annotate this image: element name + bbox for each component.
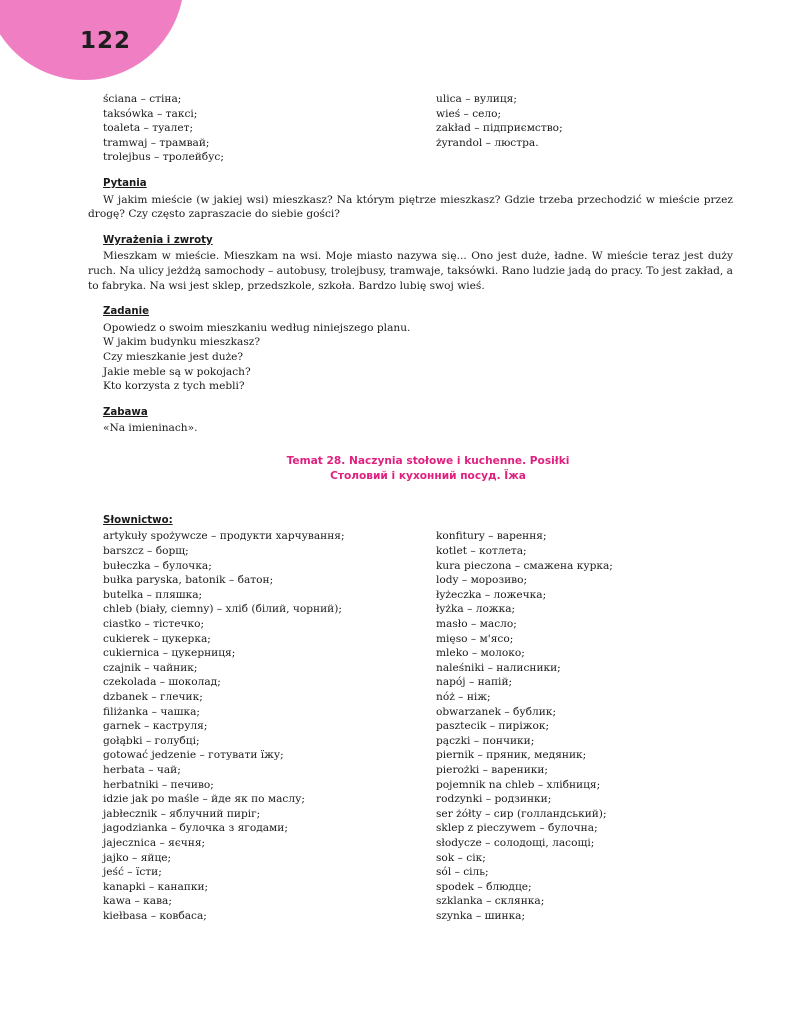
zadanie-line: Kto korzysta z tych mebli? (103, 380, 245, 393)
vocab-column-left (103, 529, 436, 923)
vocab-entry: idzie jak po maśle – йде як по маслу; (103, 793, 305, 806)
zabawa-text: «Na imieninach». (103, 422, 198, 435)
vocab-entry: jabłecznik – яблучний пиріг; (103, 807, 261, 820)
vocab-entry: artykuły spożywcze – продукти харчування; (103, 530, 345, 543)
topic-title-polish: Temat 28. Naczynia stołowe i kuchenne. Posiłki (286, 454, 570, 467)
vocab-entry: spodek – блюдце; (436, 880, 532, 893)
vocab-entry: czajnik – чайник; (103, 661, 198, 674)
vocab-entry: jajecznica – яєчня; (103, 836, 206, 849)
zadanie-line: Jakie meble są w pokojach? (103, 365, 251, 378)
vocab-entry: ciastko – тістечко; (103, 618, 205, 631)
zadanie-line: W jakim budynku mieszkasz? (103, 336, 261, 349)
vocab-entry: garnek – каструля; (103, 720, 208, 733)
pytania-text: W jakim mieście (w jakiej wsi) mieszkasz? Na którym piętrze mieszkasz? Gdzie trzeba przechodzić w mieście przez drogę? Czy często zapraszacie do siebie gości? (88, 193, 733, 221)
vocab-entry: lody – морозиво; (436, 574, 528, 587)
vocab-entry: kura pieczona – смажена курка; (436, 559, 613, 572)
vocab-entry: piernik – пряник, медяник; (436, 749, 587, 762)
vocab-entry: mleko – молоко; (436, 647, 525, 660)
vocab-entry: pojemnik na chleb – хлібниця; (436, 778, 601, 791)
vocab-entry: jeść – їсти; (103, 866, 162, 879)
vocab-entry: konfitury – варення; (436, 530, 547, 543)
vocab-entry: sklep z pieczywem – булочна; (436, 822, 598, 835)
vocab-entry: pączki – пончики; (436, 734, 535, 747)
zadanie-line: Czy mieszkanie jest duże? (103, 350, 244, 363)
vocab-entry: kawa – кава; (103, 895, 172, 908)
vocab-entry: łyżeczka – ложечка; (436, 588, 547, 601)
vocab-entry: trolejbus – тролейбус; (103, 151, 224, 164)
vocab-entry: czekolada – шоколад; (103, 676, 221, 689)
vocab-entry: chleb (biały, ciemny) – хліб (білий, чорний); (103, 603, 342, 616)
vocab-entry: tramwaj – трамвай; (103, 136, 210, 149)
vocab-list-top (103, 92, 733, 165)
vocab-column-right (436, 529, 733, 923)
zabawa-heading: Zabawa (103, 406, 148, 418)
zadanie-lines (103, 321, 733, 394)
page-content (88, 92, 733, 924)
page-number: 122 (80, 28, 132, 54)
vocab-entry: taksówka – таксі; (103, 107, 198, 120)
vocab-entry: wieś – село; (436, 107, 502, 120)
vocab-entry: nóż – ніж; (436, 691, 491, 703)
vocab-entry: ulica – вулиця; (436, 93, 517, 105)
vocab-entry: ser żółty – сир (голландський); (436, 807, 607, 820)
vocab-entry: sól – сіль; (436, 866, 489, 879)
slownictwo-heading: Słownictwo: (103, 514, 173, 526)
vocab-entry: barszcz – борщ; (103, 545, 189, 558)
vocab-entry: cukierek – цукерка; (103, 632, 211, 645)
vocab-entry: jagodzianka – булочка з ягодами; (103, 822, 288, 835)
vocab-entry: rodzynki – родзинки; (436, 793, 552, 806)
vocab-entry: łyżka – ложка; (436, 603, 516, 616)
vocab-entry: kanapki – канапки; (103, 880, 209, 893)
vocab-entry: zakład – підприємство; (436, 122, 563, 135)
vocab-entry: kotlet – котлета; (436, 545, 527, 558)
vocab-list-food (103, 529, 733, 923)
vocab-entry: ściana – стіна; (103, 93, 182, 105)
vocab-entry: pierożki – вареники; (436, 763, 549, 776)
vocab-entry: sok – сік; (436, 851, 486, 864)
vocab-entry: herbata – чай; (103, 763, 181, 776)
vocab-entry: bułeczka – булочка; (103, 559, 212, 572)
vocab-column-right (436, 92, 733, 165)
vocab-entry: cukiernica – цукерниця; (103, 647, 236, 660)
vocab-entry: naleśniki – налисники; (436, 661, 561, 674)
vocab-entry: słodycze – солодощі, ласощі; (436, 836, 595, 849)
topic-title-block (103, 454, 733, 484)
vocab-column-left (103, 92, 436, 165)
zadanie-line: Opowiedz o swoim mieszkaniu według niniejszego planu. (103, 321, 411, 334)
vocab-entry: szynka – шинка; (436, 909, 526, 922)
zadanie-heading: Zadanie (103, 306, 150, 318)
vocab-entry: toaleta – туалет; (103, 122, 194, 135)
vocab-entry: pasztecik – пиріжок; (436, 720, 550, 733)
vocab-entry: herbatniki – печиво; (103, 778, 214, 791)
vocab-entry: filiżanka – чашка; (103, 705, 201, 718)
vocab-entry: masło – масло; (436, 618, 517, 631)
vocab-entry: jajko – яйце; (103, 851, 172, 864)
vocab-entry: mięso – м'ясо; (436, 632, 514, 645)
vocab-entry: bułka paryska, batonik – батон; (103, 574, 274, 587)
vocab-entry: dzbanek – глечик; (103, 691, 203, 703)
vocab-entry: butelka – пляшка; (103, 588, 203, 601)
vocab-entry: obwarzanek – бублик; (436, 705, 557, 718)
vocab-entry: kiełbasa – ковбаса; (103, 909, 207, 922)
pytania-heading: Pytania (103, 177, 147, 189)
vocab-entry: gołąbki – голубці; (103, 734, 200, 747)
vocab-entry: żyrandol – люстра. (436, 136, 539, 149)
wyrazenia-text: Mieszkam w mieście. Mieszkam na wsi. Moje miasto nazywa się... Ono jest duże, ładne. W mieście teraz jest duży ruch. Na ulicy jeżdżą samochody – autobusy, trolejbusy, tramwaje, taksówki. Rano ludzie jadą do pracy. To jest zakład, a to fabryka. Na wsi jest sklep, przedszkole, szkoła. Bardzo lubię swoj wieś. (88, 250, 733, 292)
vocab-entry: szklanka – склянка; (436, 895, 545, 908)
topic-title-ukrainian: Столовий і кухонний посуд. Їжа (330, 469, 526, 482)
vocab-entry: napój – напій; (436, 676, 513, 689)
vocab-entry: gotować jedzenie – готувати їжу; (103, 749, 284, 762)
wyrazenia-heading: Wyrażenia i zwroty (103, 234, 213, 246)
